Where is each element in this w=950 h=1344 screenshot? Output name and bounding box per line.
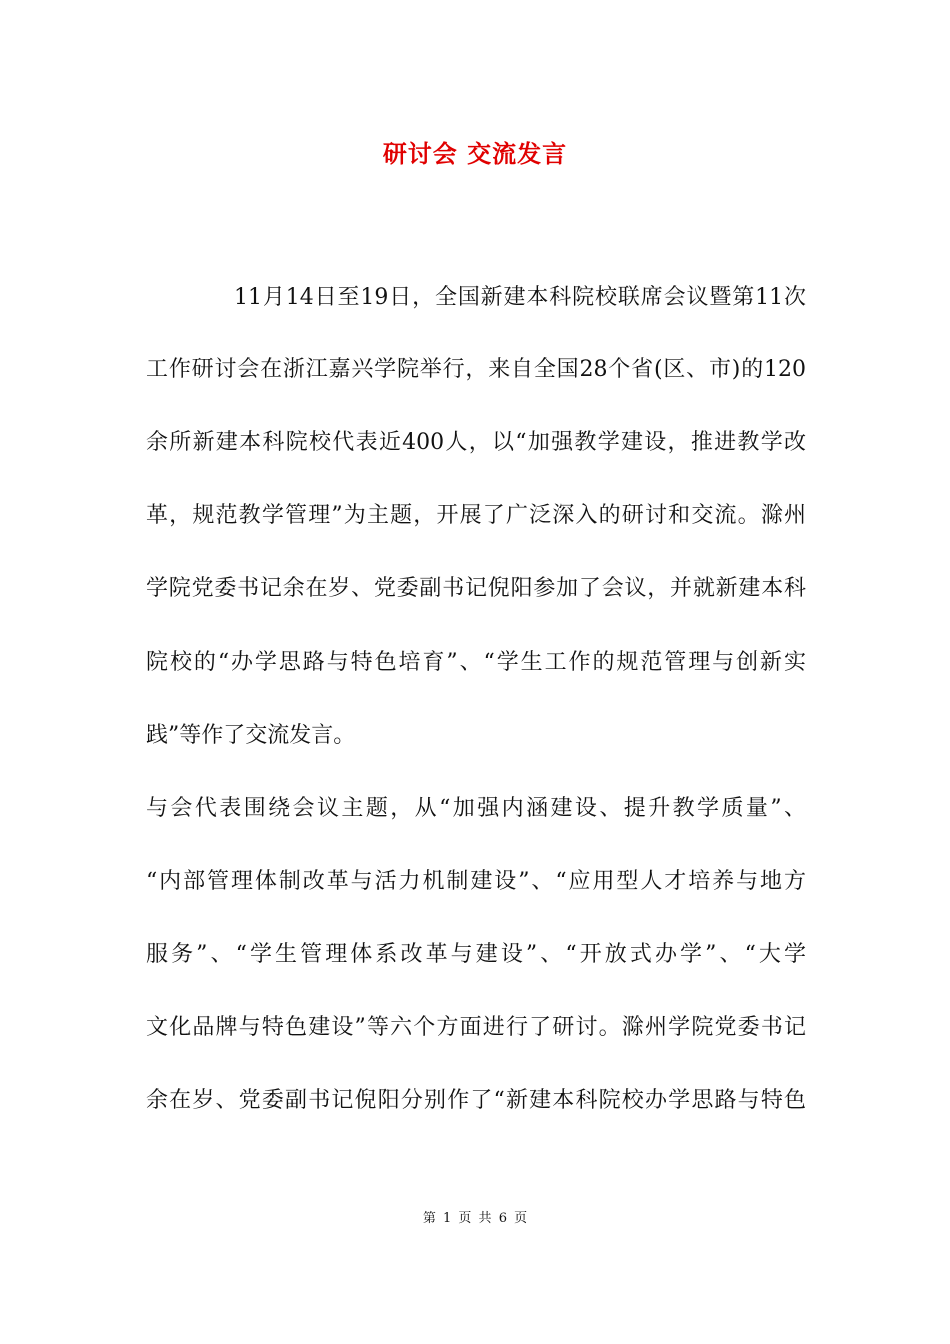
paragraph-line: 学院党委书记余在岁、党委副书记倪阳参加了会议，并就新建本科 bbox=[146, 576, 806, 601]
paragraph-line: 文化品牌与特色建设”等六个方面进行了研讨。滁州学院党委书记 bbox=[146, 1015, 806, 1040]
paragraph-line: 余所新建本科院校代表近400人，以“加强教学建设，推进教学改 bbox=[146, 430, 806, 455]
document-title: 研讨会 交流发言 bbox=[382, 140, 568, 168]
paragraph-line: 革，规范教学管理”为主题，开展了广泛深入的研讨和交流。滁州 bbox=[146, 503, 806, 528]
paragraph-line: 工作研讨会在浙江嘉兴学院举行，来自全国28个省(区、市)的120 bbox=[146, 357, 806, 382]
paragraph-line: 践”等作了交流发言。 bbox=[146, 723, 356, 748]
paragraph-line: 院校的“办学思路与特色培育”、“学生工作的规范管理与创新实 bbox=[146, 650, 806, 675]
paragraph-line: 服务”、“学生管理体系改革与建设”、“开放式办学”、“大学 bbox=[146, 942, 806, 967]
paragraph-line: 11月14日至19日，全国新建本科院校联席会议暨第11次 bbox=[234, 285, 806, 310]
paragraph-line: “内部管理体制改革与活力机制建设”、“应用型人才培养与地方 bbox=[146, 869, 806, 894]
paragraph-line: 余在岁、党委副书记倪阳分别作了“新建本科院校办学思路与特色 bbox=[146, 1088, 806, 1113]
page-number-footer: 第 1 页 共 6 页 bbox=[422, 1211, 528, 1226]
paragraph-line: 与会代表围绕会议主题，从“加强内涵建设、提升教学质量”、 bbox=[146, 796, 806, 821]
